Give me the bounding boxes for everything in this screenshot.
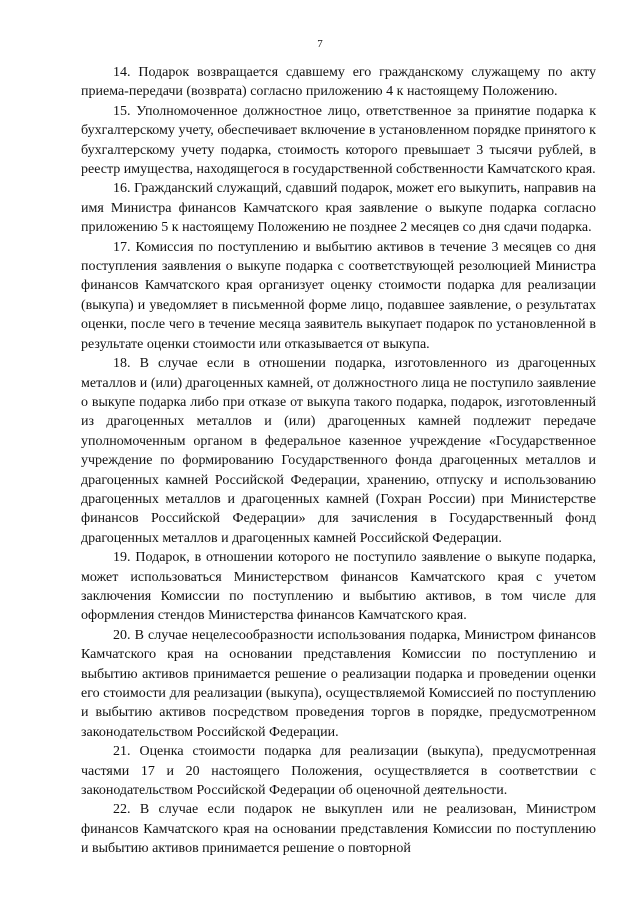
paragraph-18: 18. В случае если в отношении подарка, изготовленного из драгоценных металлов и (или) драгоценных камней, от должностного лица не поступило заявление о выкупе подарка либо при отказе от выкупа такого подарка, подарок, изготовленный из драгоценных металлов и (или) драгоценных камней подлежит передаче уполномоченным органом в федеральное казенное учреждение «Государственное учреждение по формированию Государственного фонда драгоценных металлов и драгоценных камней Российской Федерации, хранению, отпуску и использованию драгоценных металлов и драгоценных камней (Гохран России) при Министерстве финансов Российской Федерации» для зачисления в Государственный фонд драгоценных металлов и драгоценных камней Российской Федерации.	[81, 356, 596, 546]
paragraph-19: 19. Подарок, в отношении которого не поступило заявление о выкупе подарка, может использоваться Министерством финансов Камчатского края с учетом заключения Комиссии по поступлению и выбытию активов, в том числе для оформления стендов Министерства финансов Камчатского края.	[81, 550, 596, 624]
paragraph-15: 15. Уполномоченное должностное лицо, ответственное за принятие подарка к бухгалтерскому учету, обеспечивает включение в установленном порядке принятого к бухгалтерскому учету подарка, стоимость которого превышает 3 тысячи рублей, в реестр имущества, находящегося в государственной собственности Камчатского края.	[81, 103, 596, 178]
page-number: 7	[317, 38, 323, 50]
paragraph-14: 14. Подарок возвращается сдавшему его гражданскому служащему по акту приема-передачи (возврата) согласно приложению 4 к настоящему Положению.	[81, 65, 596, 100]
paragraph-17: 17. Комиссия по поступлению и выбытию активов в течение 3 месяцев со дня поступления заявления о выкупе подарка с соответствующей резолюцией Министра финансов Камчатского края организует оценку стоимости подарка для реализации (выкупа) и уведомляет в письменной форме лицо, подавшее заявление, о результатах оценки, после чего в течение месяца заявитель выкупает подарок по установленной в результате оценки стоимости или отказывается от выкупа.	[81, 239, 596, 352]
paragraph-22: 22. В случае если подарок не выкуплен или не реализован, Министром финансов Камчатского края на основании представления Комиссии по поступлению и выбытию активов принимается решение о повторной	[81, 802, 596, 857]
paragraph-20: 20. В случае нецелесообразности использования подарка, Министром финансов Камчатского края на основании представления Комиссии по поступлению и выбытию активов принимается решение о реализации подарка и проведении оценки его стоимости для реализации (выкупа), осуществляемой Комиссией по поступлению и выбытию активов посредством проведения торгов в порядке, предусмотренном законодательством Российской Федерации.	[81, 627, 596, 740]
document-body	[81, 63, 596, 859]
paragraph-21: 21. Оценка стоимости подарка для реализации (выкупа), предусмотренная частями 17 и 20 настоящего Положения, осуществляется в соответствии с законодательством Российской Федерации об оценочной деятельности.	[81, 744, 596, 799]
paragraph-16: 16. Гражданский служащий, сдавший подарок, может его выкупить, направив на имя Министра финансов Камчатского края заявление о выкупе подарка согласно приложению 5 к настоящему Положению не позднее 2 месяцев со дня сдачи подарка.	[81, 181, 596, 236]
